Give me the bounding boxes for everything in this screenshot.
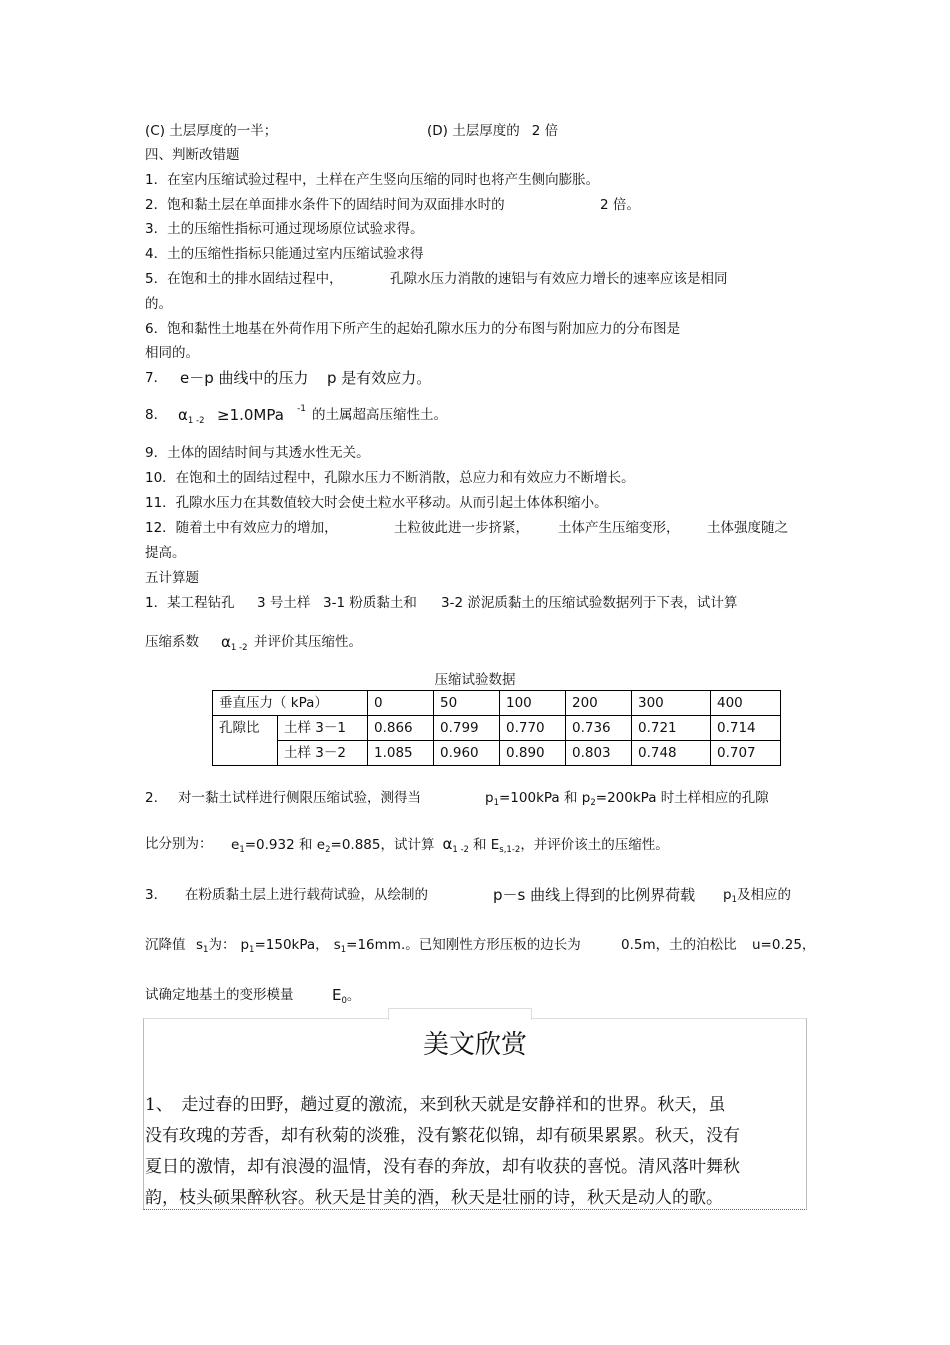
appreciation-line: 1、 走过春的田野，趟过夏的激流，来到秋天就是安静祥和的世界。秋天，虽: [145, 1095, 726, 1115]
section4-title: 四、判断改错题: [145, 147, 240, 163]
s4-item-9: 9．土体的固结时间与其透水性无关。: [145, 445, 370, 461]
pressure-cell: 300: [632, 691, 711, 716]
table-row: [213, 716, 781, 741]
table-cell: 0.866: [368, 716, 434, 741]
appreciation-box-tab: [388, 1008, 532, 1020]
compression-table: [212, 690, 781, 766]
q2-line2: 比分别为： $e_1=0.932$ 和 $e_2=0.885$，试计算 $\alpha_{1 -2}$ 和 $E_{s,1-2}$，并评价该土的压缩性。: [145, 835, 669, 855]
section5-title: 五计算题: [145, 570, 199, 586]
s4-item-6: 6．饱和黏性土地基在外荷作用下所产生的起始孔隙水压力的分布图与附加应力的分布图是: [145, 321, 681, 337]
s4-item-3: 3．土的压缩性指标可通过现场原位试验求得。: [145, 221, 424, 237]
s4-item-5: 5．在饱和土的排水固结过程中， 孔隙水压力消散的速铝与有效应力增长的速率应该是相同: [145, 271, 728, 287]
s4-item-6-cont: 相同的。: [145, 345, 199, 361]
appreciation-title: 美文欣赏: [422, 1030, 527, 1060]
table-cell: 0.799: [434, 716, 500, 741]
s4-item-7: 7． e－p 曲线中的压力 p 是有效应力。: [145, 369, 432, 387]
pressure-cell: 400: [711, 691, 781, 716]
q1-line1: 1．某工程钻孔 3 号土样 3-1 粉质黏土和 3-2 淤泥质黏土的压缩试验数据列于下表，试计算: [145, 595, 738, 611]
pressure-cell: 200: [566, 691, 632, 716]
table-cell: 0.960: [434, 741, 500, 766]
option-d: (D) 土层厚度的 2 倍: [427, 123, 559, 139]
table-cell: 0.721: [632, 716, 711, 741]
table-cell: 0.890: [500, 741, 566, 766]
option-line-cd: [145, 122, 559, 140]
s4-item-11: 11．孔隙水压力在其数值较大时会使土粒水平移动。从而引起土体体积缩小。: [145, 495, 608, 511]
q3-line2: 沉降值 $s_1$为： $p_1=150kPa$， $s_1=16mm$.。已知刚性方形压板的边长为 0.5m，土的泊松比 u=0.25，: [145, 937, 816, 955]
sample-label: 土样 3－2: [278, 741, 368, 766]
option-c: (C) 土层厚度的一半；: [145, 123, 278, 139]
pressure-cell: 100: [500, 691, 566, 716]
q3-line1: 3． 在粉质黏土层上进行载荷试验，从绘制的 p－s 曲线上得到的比例界荷载 $p_1$及相应的: [145, 886, 791, 905]
table-cell: 0.707: [711, 741, 781, 766]
s4-item-12-cont: 提高。: [145, 545, 186, 561]
appreciation-line: 没有玫瑰的芳香，却有秋菊的淡雅，没有繁花似锦，却有硕果累累。秋天，没有: [145, 1126, 740, 1146]
q3-line3: 试确定地基土的变形模量 $E_0$。: [145, 986, 361, 1006]
table-cell: 0.748: [632, 741, 711, 766]
s4-item-5-cont: 的。: [145, 296, 172, 312]
s4-item-4: 4．土的压缩性指标只能通过室内压缩试验求得: [145, 246, 424, 262]
pressure-cell: 0: [368, 691, 434, 716]
s4-item-8: 8． $\alpha_{1 -2}$ ≥1.0MPa -1 的土属超高压缩性土。: [145, 404, 447, 426]
s4-item-12: 12．随着土中有效应力的增加， 土粒彼此进一步挤紧， 土体产生压缩变形， 土体强度随之: [145, 520, 788, 536]
q2-line1: 2. 对一黏土试样进行侧限压缩试验，测得当 $p_1=100kPa$ 和 $p_2=200kPa$ 时土样相应的孔隙: [145, 790, 769, 808]
table-cell: 1.085: [368, 741, 434, 766]
sample-label: 土样 3－1: [278, 716, 368, 741]
table-header-row: [213, 691, 781, 716]
row-group-label: 孔隙比: [213, 716, 278, 766]
table-cell: 0.770: [500, 716, 566, 741]
pressure-cell: 50: [434, 691, 500, 716]
table-cell: 0.803: [566, 741, 632, 766]
appreciation-line: 夏日的激情，却有浪漫的温情，没有春的奔放，却有收获的喜悦。清风落叶舞秋: [145, 1157, 740, 1177]
table-cell: 0.714: [711, 716, 781, 741]
s4-item-2: 2．饱和黏土层在单面排水条件下的固结时间为双面排水时的 2 倍。: [145, 197, 640, 213]
s4-item-10: 10．在饱和土的固结过程中，孔隙水压力不断消散，总应力和有效应力不断增长。: [145, 470, 635, 486]
q1-line2: 压缩系数 $\alpha_{1 -2}$ 并评价其压缩性。: [145, 633, 362, 653]
s4-item-1: 1．在室内压缩试验过程中，土样在产生竖向压缩的同时也将产生侧向膨胀。: [145, 172, 600, 188]
table-cell: 0.736: [566, 716, 632, 741]
table-caption: 压缩试验数据: [434, 672, 516, 688]
table-row: [213, 741, 781, 766]
header-label: 垂直压力（ kPa）: [213, 691, 368, 716]
appreciation-line: 韵，枝头硕果醉秋容。秋天是甘美的酒，秋天是壮丽的诗，秋天是动人的歌。: [145, 1188, 723, 1208]
